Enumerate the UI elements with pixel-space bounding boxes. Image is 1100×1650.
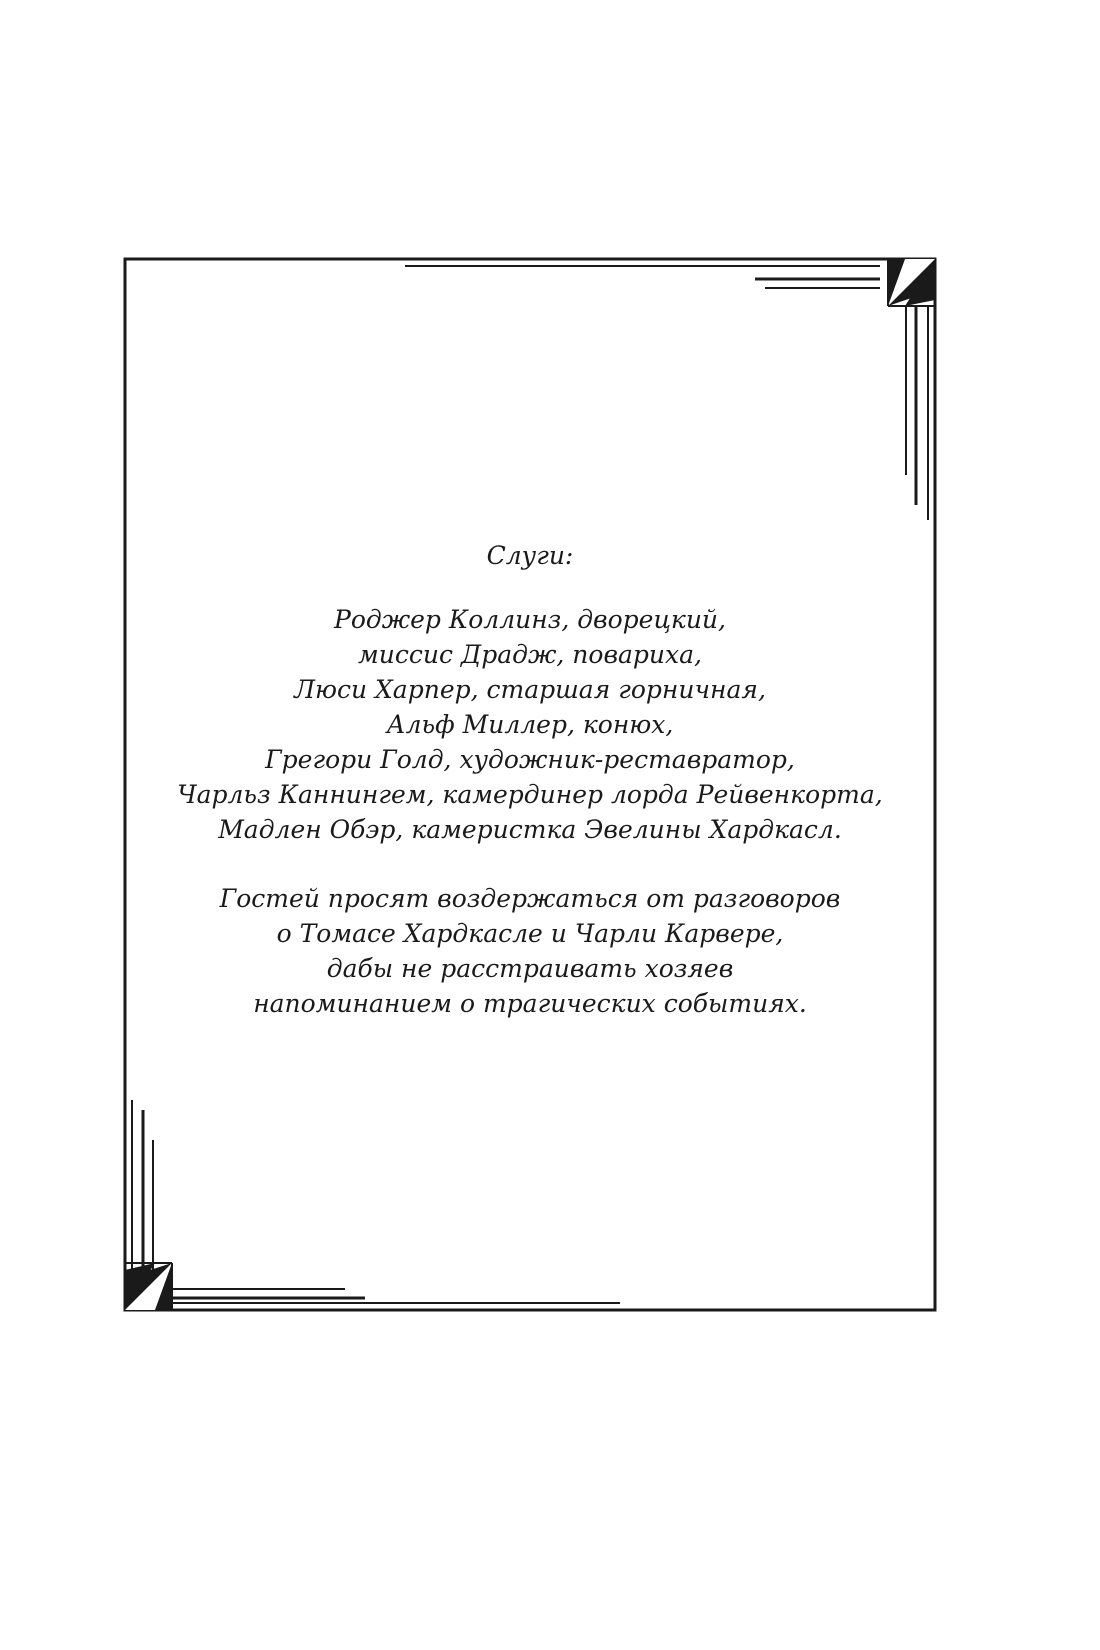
servant-line: Роджер Коллинз, дворецкий, (334, 605, 726, 634)
notice-line: дабы не расстраивать хозяев (326, 954, 734, 983)
notice-line: напоминанием о трагических событиях. (253, 989, 807, 1018)
corner-ornament-top-right (405, 259, 935, 520)
servant-line: Грегори Голд, художник-реставратор, (265, 745, 795, 774)
servant-line: Мадлен Обэр, камеристка Эвелины Хардкасл. (218, 815, 842, 844)
corner-ornament-bottom-left (125, 1100, 620, 1310)
servant-line: Чарльз Каннингем, камердинер лорда Рейвенкорта, (177, 780, 883, 809)
servants-list (125, 602, 935, 847)
heading-text: Слуги: (486, 541, 574, 570)
section-heading (125, 538, 935, 573)
notice-line: Гостей просят воздержаться от разговоров (219, 884, 841, 913)
servant-line: Люси Харпер, старшая горничная, (294, 675, 766, 704)
guest-notice (125, 881, 935, 1021)
servant-line: Альф Миллер, конюх, (386, 710, 674, 739)
servant-line: миссис Драдж, повариха, (358, 640, 702, 669)
notice-line: о Томасе Хардкасле и Чарли Карвере, (276, 919, 784, 948)
